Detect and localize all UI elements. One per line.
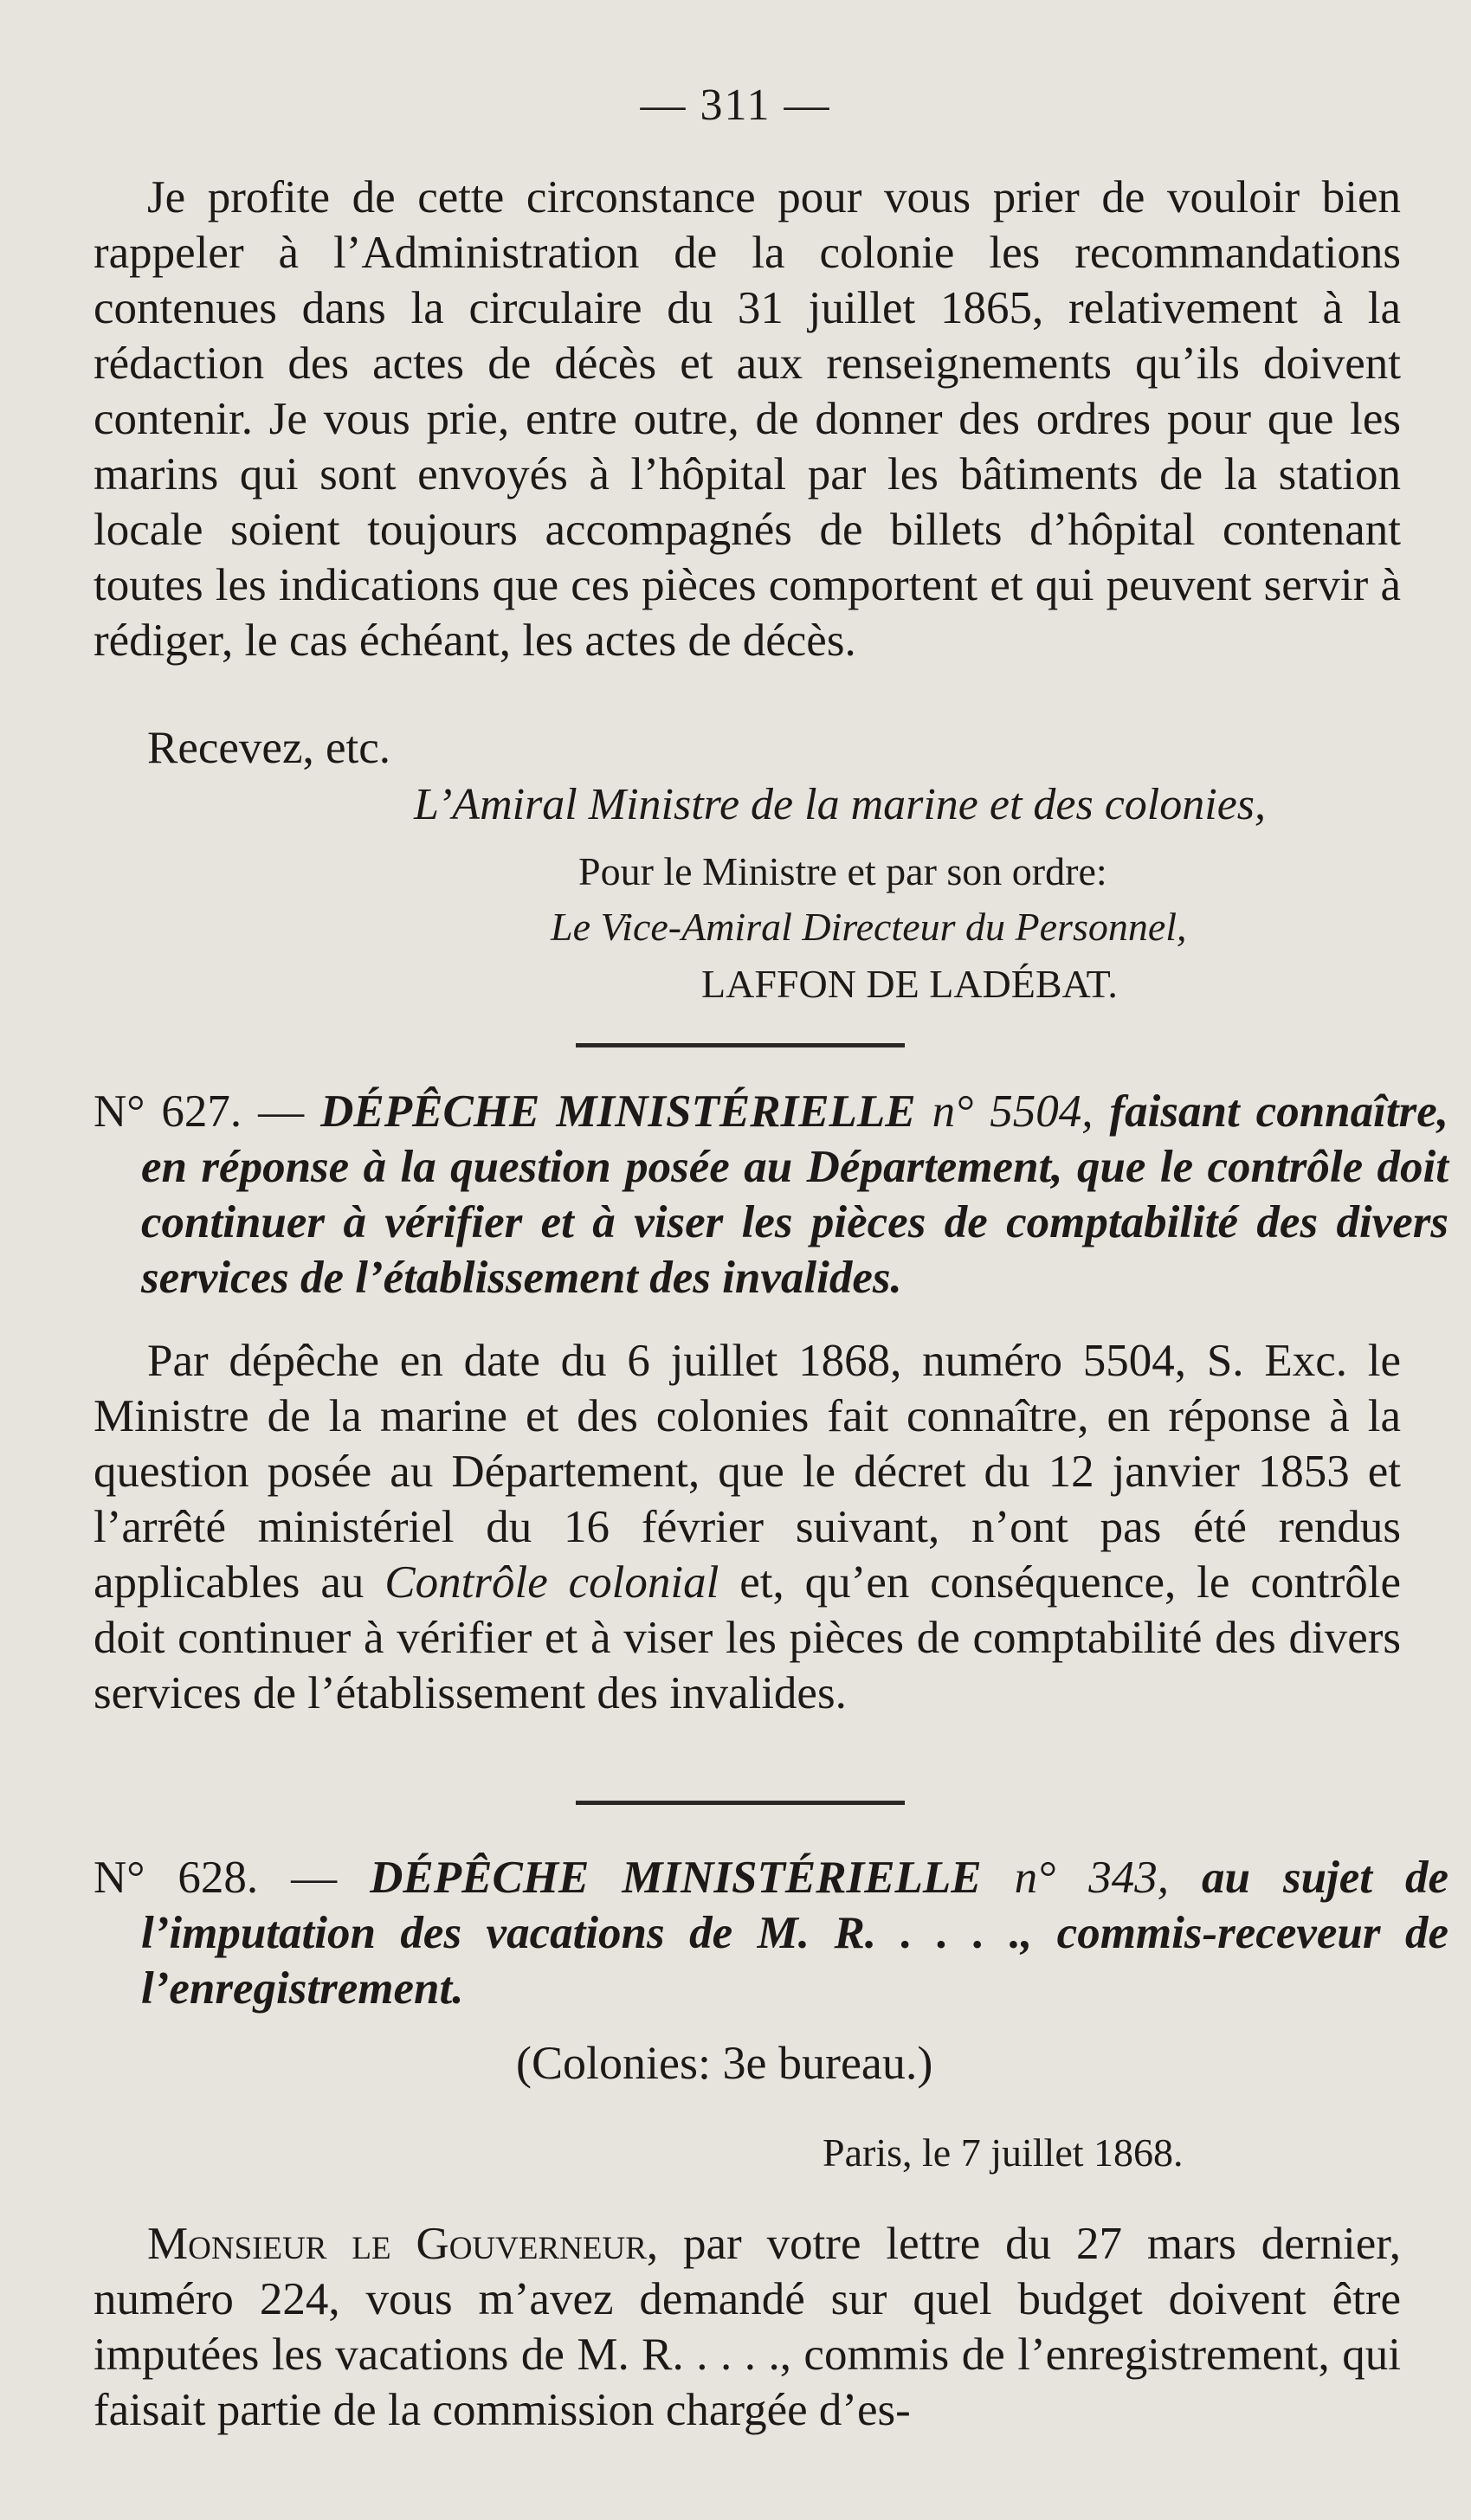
signature-name: LAFFON DE LADÉBAT. [701, 962, 1118, 1006]
entry-628-heading [94, 1850, 1448, 2016]
entry-628-dateline: Paris, le 7 juillet 1868. [823, 2130, 1184, 2175]
entry-627-title: DÉPÊCHE MINISTÉRIELLE [320, 1086, 916, 1137]
closing-formula: Recevez, etc. [147, 723, 390, 773]
entry-628-body-text: par votre lettre du 27 mars dernier, numéro 224, vous m’avez demandé sur quel budget doivent être imputées les vacations de M. R. . . . ., commis de l’enregistrement, qui faisait partie de la commission chargée d’es- [94, 2219, 1401, 2435]
signature-vice-admiral: Le Vice-Amiral Directeur du Personnel, [551, 905, 1187, 949]
entry-627-body-text: Par dépêche en date du 6 juillet 1868, numéro 5504, S. Exc. le Ministre de la marine et des colonies fait connaître, en réponse à la question posée au Département, que le décret du 12 janvier 1853 et l’arrêté ministériel du 16 février suivant, n’ont pas été rendus applicables au [94, 1336, 1401, 1608]
entry-628-title: DÉPÊCHE MINISTÉRIELLE [370, 1853, 982, 1903]
entry-627-body-italic: Contrôle colonial [384, 1557, 719, 1608]
entry-628-title-number: n° 343, [1014, 1853, 1170, 1903]
entry-628-number: N° 628. — [94, 1853, 338, 1903]
entry-627-title-number: n° 5504, [932, 1086, 1094, 1137]
entry-628-bureau: (Colonies: 3e bureau.) [516, 2037, 933, 2089]
section-divider-1 [576, 1043, 905, 1047]
entry-627-body-end: et, qu’en conséquence, le contrôle doit continuer à vérifier et à viser les pièces de comptabilité des divers services de l’établissement des invalides. [94, 1557, 1402, 1718]
entry-628-salutation: Monsieur le Gouverneur, [147, 2219, 659, 2269]
signature-order: Pour le Ministre et par son ordre: [578, 849, 1107, 893]
page-number: — 311 — [640, 81, 831, 130]
signature-minister: L’Amiral Ministre de la marine et des colonies, [414, 780, 1267, 829]
entry-627-heading [94, 1084, 1448, 1305]
entry-627-body [94, 1333, 1401, 1721]
entry-627-description: faisant connaître, en réponse à la question posée au Département, que le contrôle doit continuer à vérifier et à viser les pièces de comptabilité des divers services de l’établissement des invalides. [141, 1086, 1449, 1303]
entry-628-body [94, 2216, 1401, 2438]
entry-628-description: au sujet de l’imputation des vacations de M. R. . . . ., commis-receveur de l’enregistrement. [141, 1853, 1449, 2014]
entry-627-number: N° 627. — [94, 1086, 305, 1137]
paragraph-recommendations: Je profite de cette circonstance pour vous prier de vouloir bien rappeler à l’Administration de la colonie les recommandations contenues dans la circulaire du 31 juillet 1865, relativement à la rédaction des actes de décès et aux renseignements qu’ils doivent contenir. Je vous prie, entre outre, de donner des ordres pour que les marins qui sont envoyés à l’hôpital par les bâtiments de la station locale soient toujours accompagnés de billets d’hôpital contenant toutes les indications que ces pièces comportent et qui peuvent servir à rédiger, le cas échéant, les actes de décès. [94, 172, 1401, 666]
section-divider-2 [576, 1801, 905, 1805]
